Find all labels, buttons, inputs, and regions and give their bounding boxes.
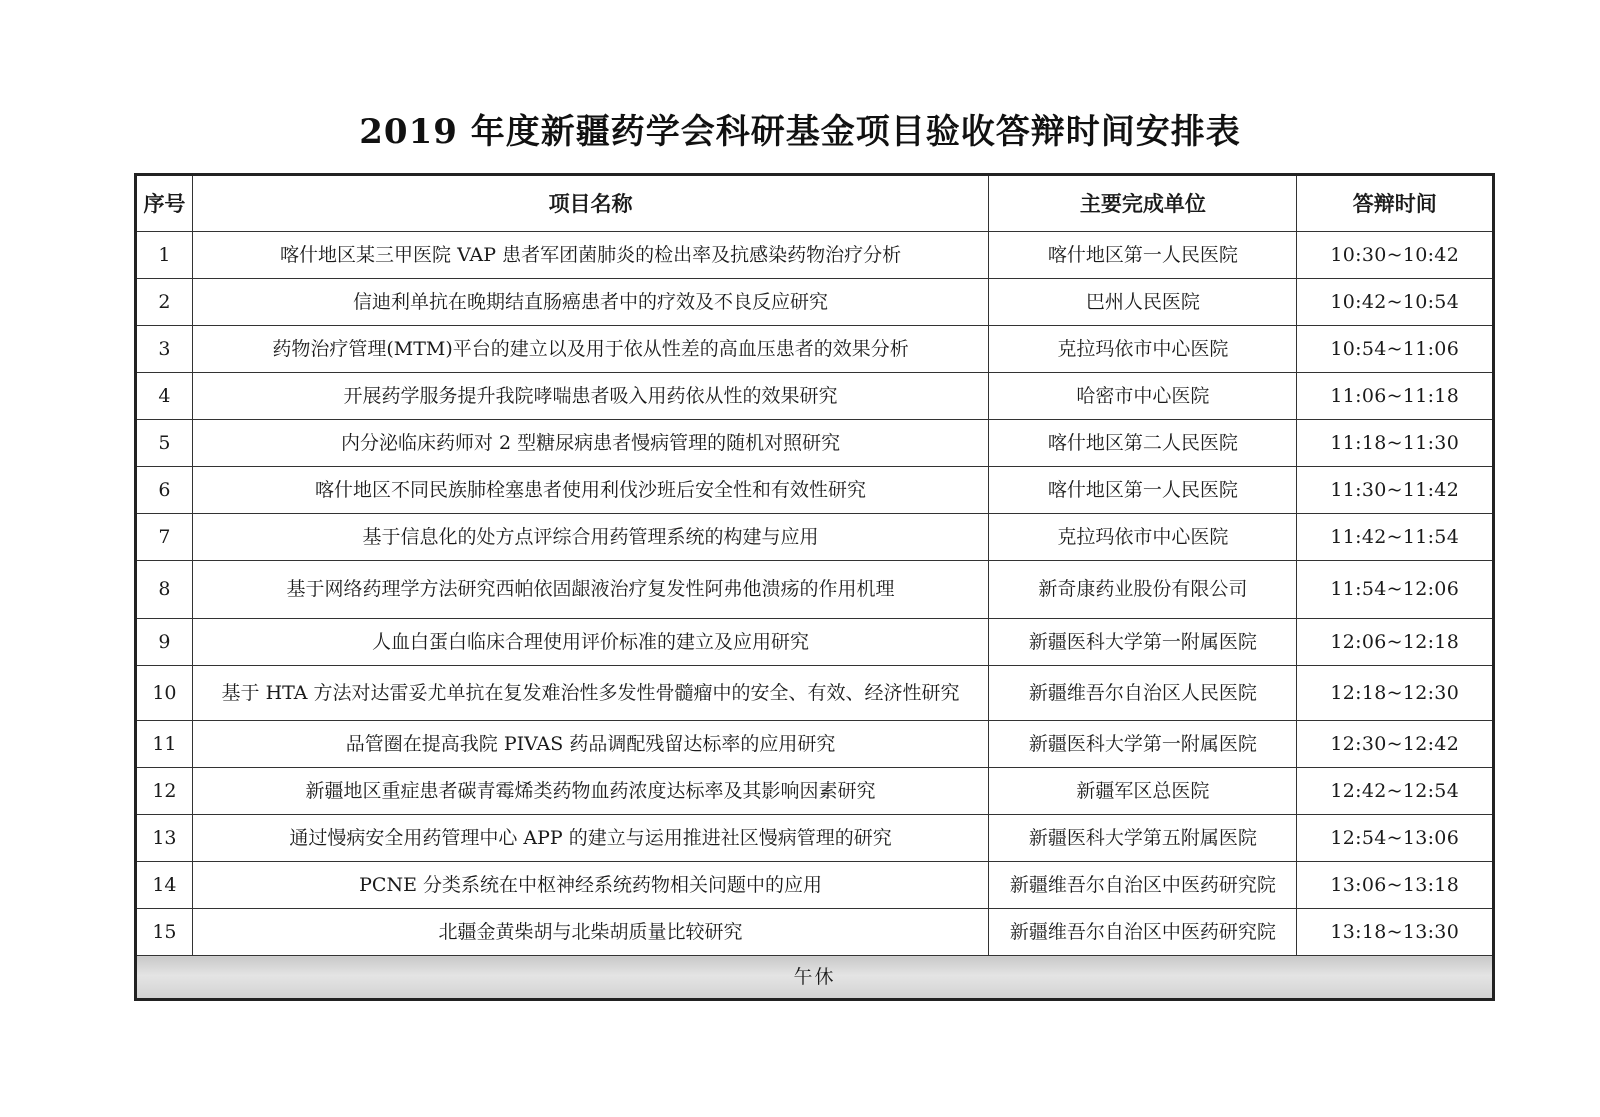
table-row <box>136 467 1494 514</box>
row-time: 10:54~11:06 <box>1297 326 1494 373</box>
row-seq: 11 <box>136 721 193 768</box>
row-project-name: 药物治疗管理(MTM)平台的建立以及用于依从性差的高血压患者的效果分析 <box>192 326 988 373</box>
row-seq: 2 <box>136 279 193 326</box>
row-seq: 12 <box>136 768 193 815</box>
row-time: 11:30~11:42 <box>1297 467 1494 514</box>
row-unit: 新疆医科大学第一附属医院 <box>989 619 1297 666</box>
row-unit: 喀什地区第一人民医院 <box>989 232 1297 279</box>
row-unit: 新疆医科大学第五附属医院 <box>989 815 1297 862</box>
row-seq: 4 <box>136 373 193 420</box>
row-project-name: 喀什地区某三甲医院 VAP 患者军团菌肺炎的检出率及抗感染药物治疗分析 <box>192 232 988 279</box>
row-project-name: 开展药学服务提升我院哮喘患者吸入用药依从性的效果研究 <box>192 373 988 420</box>
row-seq: 8 <box>136 561 193 619</box>
table-row <box>136 232 1494 279</box>
row-project-name: 信迪利单抗在晚期结直肠癌患者中的疗效及不良反应研究 <box>192 279 988 326</box>
table-row <box>136 514 1494 561</box>
row-unit: 克拉玛依市中心医院 <box>989 326 1297 373</box>
table-row <box>136 326 1494 373</box>
row-seq: 1 <box>136 232 193 279</box>
row-unit: 新奇康药业股份有限公司 <box>989 561 1297 619</box>
row-time: 11:42~11:54 <box>1297 514 1494 561</box>
row-time: 13:06~13:18 <box>1297 862 1494 909</box>
row-time: 13:18~13:30 <box>1297 909 1494 956</box>
row-seq: 9 <box>136 619 193 666</box>
row-project-name: 基于信息化的处方点评综合用药管理系统的构建与应用 <box>192 514 988 561</box>
header-time: 答辩时间 <box>1297 175 1494 232</box>
row-unit: 克拉玛依市中心医院 <box>989 514 1297 561</box>
row-seq: 15 <box>136 909 193 956</box>
row-project-name: 北疆金黄柴胡与北柴胡质量比较研究 <box>192 909 988 956</box>
row-unit: 新疆军区总医院 <box>989 768 1297 815</box>
schedule-table <box>134 173 1495 1001</box>
row-unit: 新疆维吾尔自治区人民医院 <box>989 666 1297 721</box>
table-row <box>136 815 1494 862</box>
row-seq: 5 <box>136 420 193 467</box>
row-seq: 6 <box>136 467 193 514</box>
row-project-name: 基于 HTA 方法对达雷妥尤单抗在复发难治性多发性骨髓瘤中的安全、有效、经济性研究 <box>192 666 988 721</box>
row-time: 12:06~12:18 <box>1297 619 1494 666</box>
table-row <box>136 666 1494 721</box>
table-row <box>136 373 1494 420</box>
row-time: 12:42~12:54 <box>1297 768 1494 815</box>
table-header-row <box>136 175 1494 232</box>
table-row <box>136 909 1494 956</box>
header-unit: 主要完成单位 <box>989 175 1297 232</box>
header-name: 项目名称 <box>192 175 988 232</box>
table-row <box>136 768 1494 815</box>
table-row <box>136 619 1494 666</box>
row-time: 11:54~12:06 <box>1297 561 1494 619</box>
row-time: 10:30~10:42 <box>1297 232 1494 279</box>
header-seq: 序号 <box>136 175 193 232</box>
row-project-name: 新疆地区重症患者碳青霉烯类药物血药浓度达标率及其影响因素研究 <box>192 768 988 815</box>
row-unit: 巴州人民医院 <box>989 279 1297 326</box>
row-project-name: 通过慢病安全用药管理中心 APP 的建立与运用推进社区慢病管理的研究 <box>192 815 988 862</box>
row-project-name: 内分泌临床药师对 2 型糖尿病患者慢病管理的随机对照研究 <box>192 420 988 467</box>
lunch-break-label: 午休 <box>136 956 1494 1000</box>
row-time: 11:18~11:30 <box>1297 420 1494 467</box>
row-seq: 13 <box>136 815 193 862</box>
row-project-name: 人血白蛋白临床合理使用评价标准的建立及应用研究 <box>192 619 988 666</box>
table-row <box>136 420 1494 467</box>
row-project-name: PCNE 分类系统在中枢神经系统药物相关问题中的应用 <box>192 862 988 909</box>
row-unit: 喀什地区第二人民医院 <box>989 420 1297 467</box>
row-unit: 喀什地区第一人民医院 <box>989 467 1297 514</box>
row-unit: 新疆维吾尔自治区中医药研究院 <box>989 862 1297 909</box>
row-time: 11:06~11:18 <box>1297 373 1494 420</box>
row-time: 12:18~12:30 <box>1297 666 1494 721</box>
row-time: 12:54~13:06 <box>1297 815 1494 862</box>
row-unit: 新疆维吾尔自治区中医药研究院 <box>989 909 1297 956</box>
lunch-break-row <box>136 956 1494 1000</box>
row-project-name: 基于网络药理学方法研究西帕依固龈液治疗复发性阿弗他溃疡的作用机理 <box>192 561 988 619</box>
table-row <box>136 862 1494 909</box>
table-row <box>136 721 1494 768</box>
row-time: 10:42~10:54 <box>1297 279 1494 326</box>
row-unit: 哈密市中心医院 <box>989 373 1297 420</box>
row-seq: 7 <box>136 514 193 561</box>
row-time: 12:30~12:42 <box>1297 721 1494 768</box>
row-project-name: 品管圈在提高我院 PIVAS 药品调配残留达标率的应用研究 <box>192 721 988 768</box>
table-row <box>136 561 1494 619</box>
row-project-name: 喀什地区不同民族肺栓塞患者使用利伐沙班后安全性和有效性研究 <box>192 467 988 514</box>
row-seq: 10 <box>136 666 193 721</box>
page-title: 2019 年度新疆药学会科研基金项目验收答辩时间安排表 <box>359 112 1241 152</box>
row-seq: 14 <box>136 862 193 909</box>
row-unit: 新疆医科大学第一附属医院 <box>989 721 1297 768</box>
row-seq: 3 <box>136 326 193 373</box>
table-row <box>136 279 1494 326</box>
